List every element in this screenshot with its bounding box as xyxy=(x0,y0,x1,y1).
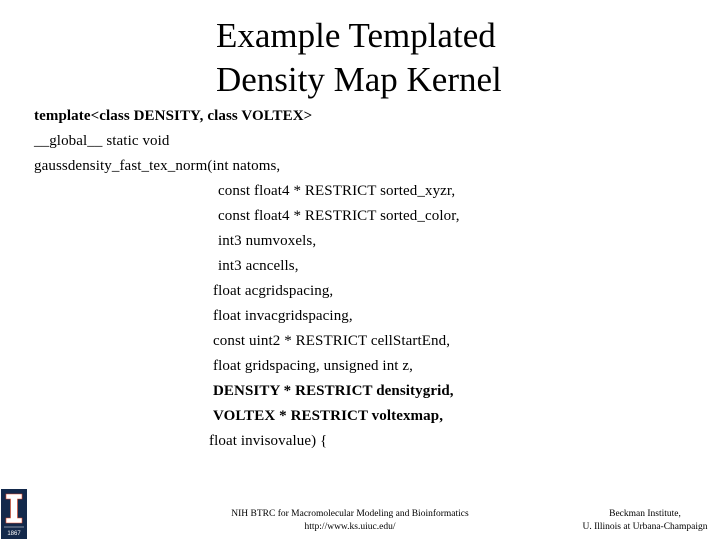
footer-institute: Beckman Institute, xyxy=(609,509,681,519)
slide-title xyxy=(216,14,546,102)
code-line: const uint2 * RESTRICT cellStartEnd, xyxy=(213,333,451,349)
illinois-logo-icon xyxy=(1,489,27,539)
code-line: float gridspacing, unsigned int z, xyxy=(213,358,414,374)
footer-url: http://www.ks.uiuc.edu/ xyxy=(304,522,396,532)
title-line-2: Density Map Kernel xyxy=(216,60,502,99)
code-line: float invisovalue) { xyxy=(209,433,328,449)
footer-right xyxy=(560,508,720,534)
code-line: VOLTEX * RESTRICT voltexmap, xyxy=(213,408,444,424)
code-line: template<class DENSITY, class VOLTEX> xyxy=(34,108,313,124)
logo-year: 1867 xyxy=(7,531,21,537)
footer-university: U. Illinois at Urbana-Champaign xyxy=(582,522,708,532)
code-line: float acgridspacing, xyxy=(213,283,334,299)
title-line-1: Example Templated xyxy=(216,16,496,55)
code-line: const float4 * RESTRICT sorted_color, xyxy=(218,208,460,224)
footer-center xyxy=(200,508,500,534)
code-line: __global__ static void xyxy=(34,133,170,149)
code-line: int3 numvoxels, xyxy=(218,233,317,249)
code-line: float invacgridspacing, xyxy=(213,308,353,324)
code-line: gaussdensity_fast_tex_norm(int natoms, xyxy=(34,158,281,174)
code-line: const float4 * RESTRICT sorted_xyzr, xyxy=(218,183,456,199)
footer-org: NIH BTRC for Macromolecular Modeling and Bioinformatics xyxy=(231,509,469,519)
code-line: int3 acncells, xyxy=(218,258,299,274)
block-i-icon xyxy=(1,489,27,539)
code-line: DENSITY * RESTRICT densitygrid, xyxy=(213,383,454,399)
